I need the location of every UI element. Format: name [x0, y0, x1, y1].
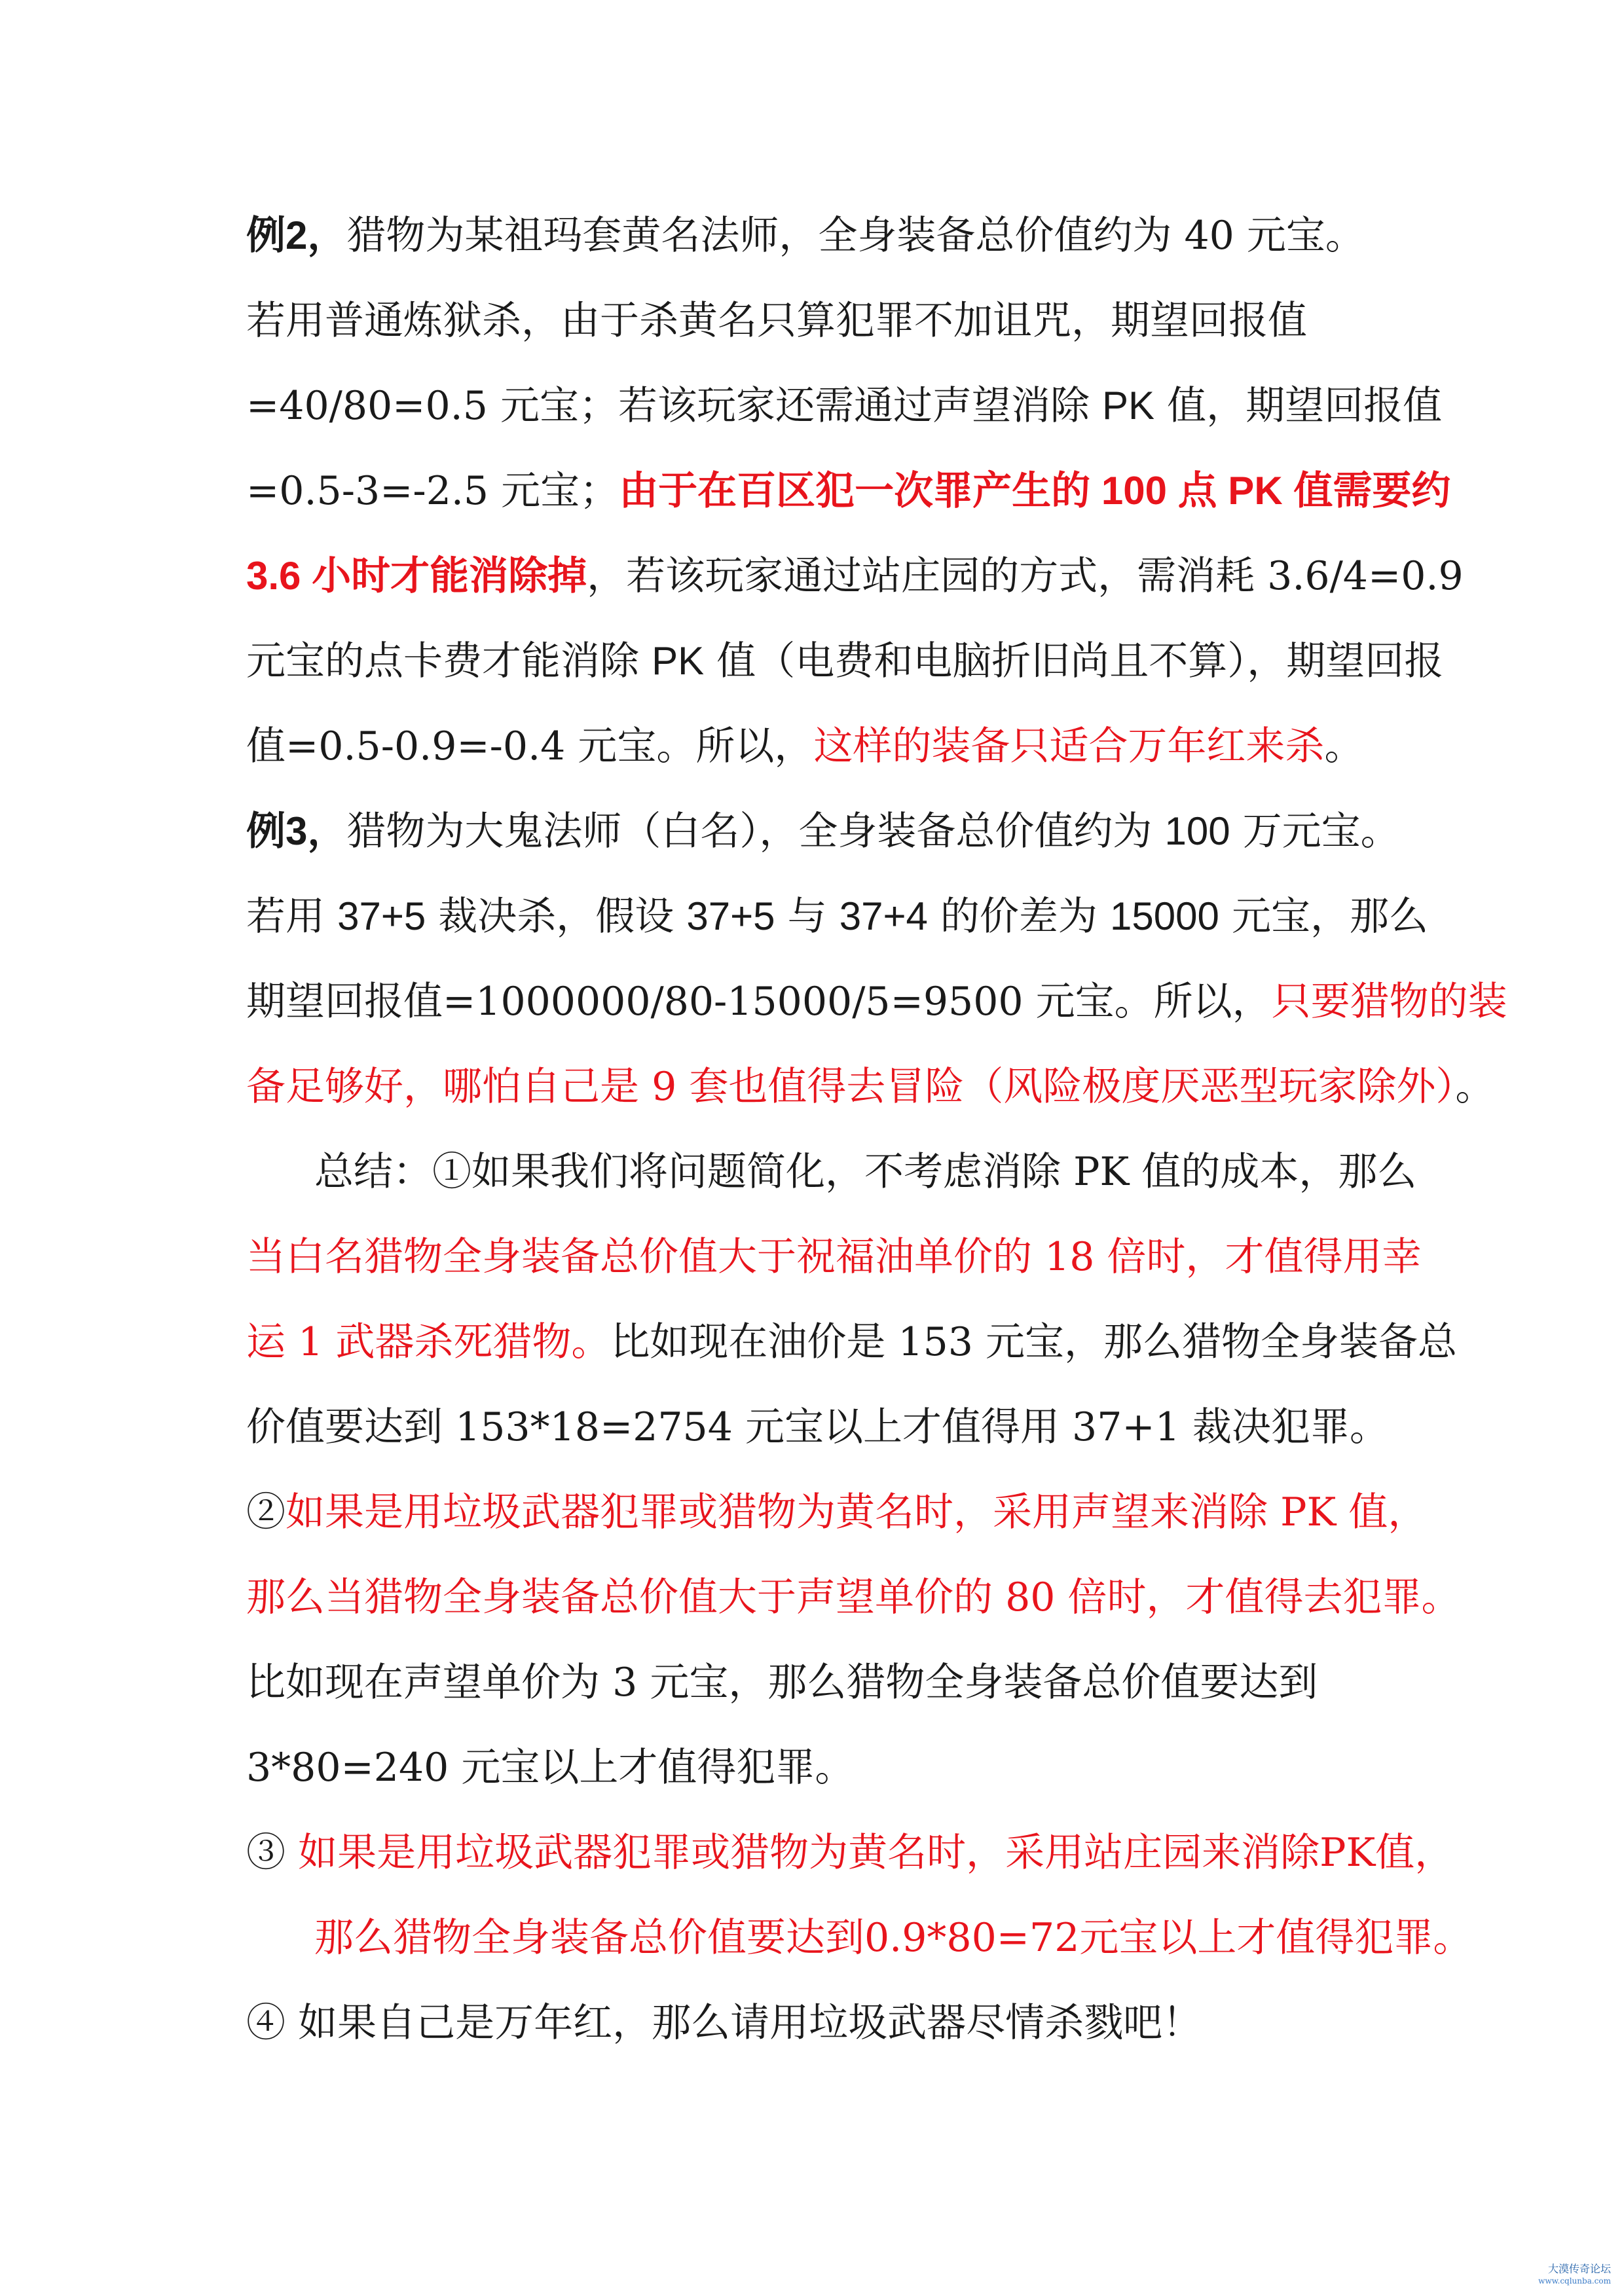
text-segment: 猎物为大鬼法师（白名），全身装备总价值约为	[346, 809, 1165, 854]
text-line	[246, 792, 1431, 871]
text-line	[246, 196, 1431, 275]
text-line	[246, 282, 1431, 360]
text-segment: 。	[1324, 723, 1364, 769]
text-segment: 例3，	[246, 809, 347, 853]
text-line	[246, 877, 1431, 956]
text-segment: 万元宝。	[1230, 809, 1400, 854]
text-line	[246, 962, 1507, 1041]
text-segment: 这样的装备只适合万年红来杀	[813, 723, 1325, 769]
text-segment: 总结：①如果我们将问题简化，不考虑消除 PK 值的成本，那么	[314, 1149, 1417, 1195]
text-segment: ，若该玩家通过站庄园的方式，需消耗 3.6/4=0.9	[587, 553, 1464, 599]
text-segment: 期望回报值=1000000/80-15000/5=9500 元宝。所以，	[246, 979, 1272, 1025]
text-segment: 元宝，那么	[1219, 894, 1428, 939]
text-segment: 运 1 武器杀死猎物。	[246, 1319, 611, 1365]
text-segment: ②	[246, 1489, 286, 1535]
text-segment: 若用普通炼狱杀，由于杀黄名只算犯罪不加诅咒，期望回报值	[246, 298, 1307, 344]
text-segment: 3.6 小时才能消除掉	[246, 554, 587, 598]
text-segment: 37+4	[839, 894, 928, 938]
text-segment: 15000	[1110, 894, 1219, 938]
text-segment: 裁决杀，假设	[426, 894, 687, 939]
text-segment: 值（电费和电脑折旧尚且不算），期望回报	[704, 638, 1444, 684]
watermark-url: www.cqlunba.com	[1538, 2276, 1611, 2286]
text-segment: PK	[1102, 384, 1155, 428]
text-line	[246, 622, 1444, 701]
text-line	[246, 1728, 1431, 1807]
text-line	[246, 707, 1431, 786]
text-line	[246, 1303, 1457, 1381]
text-segment: 与	[775, 894, 840, 939]
text-line	[314, 1899, 1500, 1977]
watermark-name: 大漠传奇论坛	[1547, 2263, 1611, 2275]
text-segment: 若用	[246, 894, 338, 939]
text-segment: 猎物为某祖玛套黄名法师，全身装备总价值约为 40 元宝。	[346, 213, 1365, 259]
text-segment: 那么当猎物全身装备总价值大于声望单价的 80 倍时，才值得去犯罪。	[246, 1575, 1461, 1620]
text-line	[246, 1558, 1461, 1637]
text-line	[246, 1388, 1431, 1467]
text-line	[246, 1048, 1495, 1126]
text-line	[314, 1133, 1500, 1211]
text-segment: 如果是用垃圾武器犯罪或猎物为黄名时，采用声望来消除 PK 值，	[286, 1489, 1428, 1535]
text-segment: 价值要达到 153*18=2754 元宝以上才值得用 37+1 裁决犯罪。	[246, 1404, 1389, 1450]
text-segment: 37+5	[686, 894, 775, 938]
text-segment: 例2，	[246, 213, 347, 257]
text-line	[246, 1813, 1454, 1892]
text-segment: 比如现在油价是 153 元宝，那么猎物全身装备总	[610, 1319, 1457, 1365]
text-line	[246, 452, 1451, 530]
site-watermark	[1538, 2263, 1611, 2287]
text-line	[246, 1643, 1431, 1722]
text-segment: 备足够好，哪怕自己是 9 套也值得去冒险（风险极度厌恶型玩家除外）	[246, 1064, 1456, 1110]
text-segment: 如果是用垃圾武器犯罪或猎物为黄名时，采用站庄园来消除PK值，	[298, 1830, 1454, 1876]
text-segment: 100	[1164, 809, 1230, 853]
text-line	[246, 1984, 1431, 2062]
text-segment: 元宝的点卡费才能消除	[246, 638, 652, 684]
text-segment: =40/80=0.5 元宝；若该玩家还需通过声望消除	[246, 383, 1103, 429]
text-line	[246, 1473, 1431, 1552]
text-segment: =0.5-3=-2.5 元宝；	[246, 468, 619, 514]
text-segment: 值=0.5-0.9=-0.4 元宝。所以，	[246, 723, 814, 769]
text-segment: 3*80=240 元宝以上才值得犯罪。	[246, 1745, 855, 1791]
text-segment: PK	[652, 639, 705, 683]
text-segment: 。	[1455, 1064, 1495, 1110]
text-line	[246, 537, 1464, 615]
text-segment: 值，期望回报值	[1154, 383, 1443, 429]
text-segment: 当白名猎物全身装备总价值大于祝福油单价的 18 倍时，才值得用幸	[246, 1234, 1422, 1280]
text-segment: 的价差为	[927, 894, 1111, 939]
text-segment: ④ 如果自己是万年红，那么请用垃圾武器尽情杀戮吧！	[246, 2000, 1202, 2046]
text-segment: 只要猎物的装	[1271, 979, 1507, 1025]
text-line	[246, 1218, 1431, 1296]
text-segment: ③	[246, 1830, 299, 1876]
text-segment: 那么猎物全身装备总价值要达到0.9*80=72元宝以上才值得犯罪。	[314, 1915, 1473, 1961]
text-segment: 由于在百区犯一次罪产生的 100 点 PK 值需要约	[619, 469, 1451, 513]
text-segment: 37+5	[337, 894, 426, 938]
text-segment: 比如现在声望单价为 3 元宝，那么猎物全身装备总价值要达到	[246, 1660, 1318, 1705]
text-line	[246, 367, 1443, 445]
